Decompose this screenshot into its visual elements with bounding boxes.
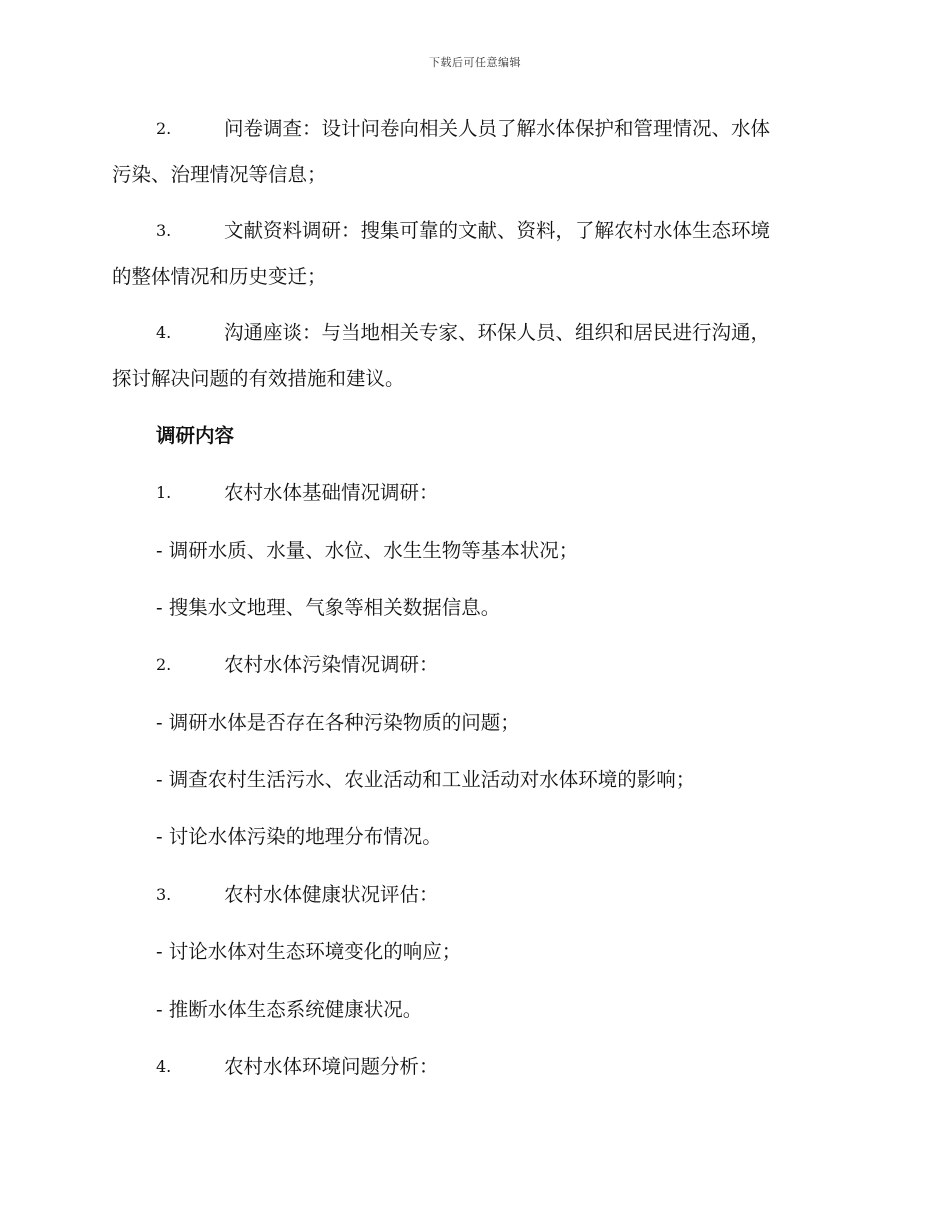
bullet-line: - 搜集水文地理、气象等相关数据信息。 bbox=[156, 596, 501, 619]
item-title: 农村水体环境问题分析： bbox=[224, 1055, 439, 1078]
method-text-line2: 探讨解决问题的有效措施和建议。 bbox=[112, 367, 405, 390]
section-heading: 调研内容 bbox=[156, 424, 235, 447]
method-text-line2: 的整体情况和历史变迁； bbox=[112, 265, 327, 288]
item-number: 1. bbox=[156, 483, 172, 502]
method-text-line1: 文献资料调研：搜集可靠的文献、资料，了解农村水体生态环境 bbox=[224, 219, 771, 242]
page-header: 下载后可任意编辑 bbox=[429, 56, 521, 69]
bullet-line: - 调研水质、水量、水位、水生生物等基本状况； bbox=[156, 539, 579, 562]
method-text-line1: 问卷调查：设计问卷向相关人员了解水体保护和管理情况、水体 bbox=[224, 117, 771, 140]
method-item-3 bbox=[112, 208, 836, 300]
item-title: 农村水体基础情况调研： bbox=[224, 481, 439, 504]
method-text-line2: 污染、治理情况等信息； bbox=[112, 163, 327, 186]
method-text-line1: 沟通座谈：与当地相关专家、环保人员、组织和居民进行沟通， bbox=[224, 321, 771, 344]
method-number: 2. bbox=[156, 119, 172, 138]
item-number: 3. bbox=[156, 885, 172, 904]
bullet-line: - 调研水体是否存在各种污染物质的问题； bbox=[156, 711, 520, 734]
item-number: 4. bbox=[156, 1057, 172, 1076]
bullet-line: - 讨论水体对生态环境变化的响应； bbox=[156, 940, 462, 963]
method-item-2 bbox=[112, 106, 836, 198]
method-number: 3. bbox=[156, 221, 172, 240]
method-item-4 bbox=[112, 310, 836, 402]
item-title: 农村水体污染情况调研： bbox=[224, 653, 439, 676]
item-title: 农村水体健康状况评估： bbox=[224, 883, 439, 906]
bullet-line: - 推断水体生态系统健康状况。 bbox=[156, 998, 423, 1021]
bullet-line: - 讨论水体污染的地理分布情况。 bbox=[156, 825, 442, 848]
method-number: 4. bbox=[156, 323, 172, 342]
bullet-line: - 调查农村生活污水、农业活动和工业活动对水体环境的影响； bbox=[156, 768, 696, 791]
item-number: 2. bbox=[156, 655, 172, 674]
